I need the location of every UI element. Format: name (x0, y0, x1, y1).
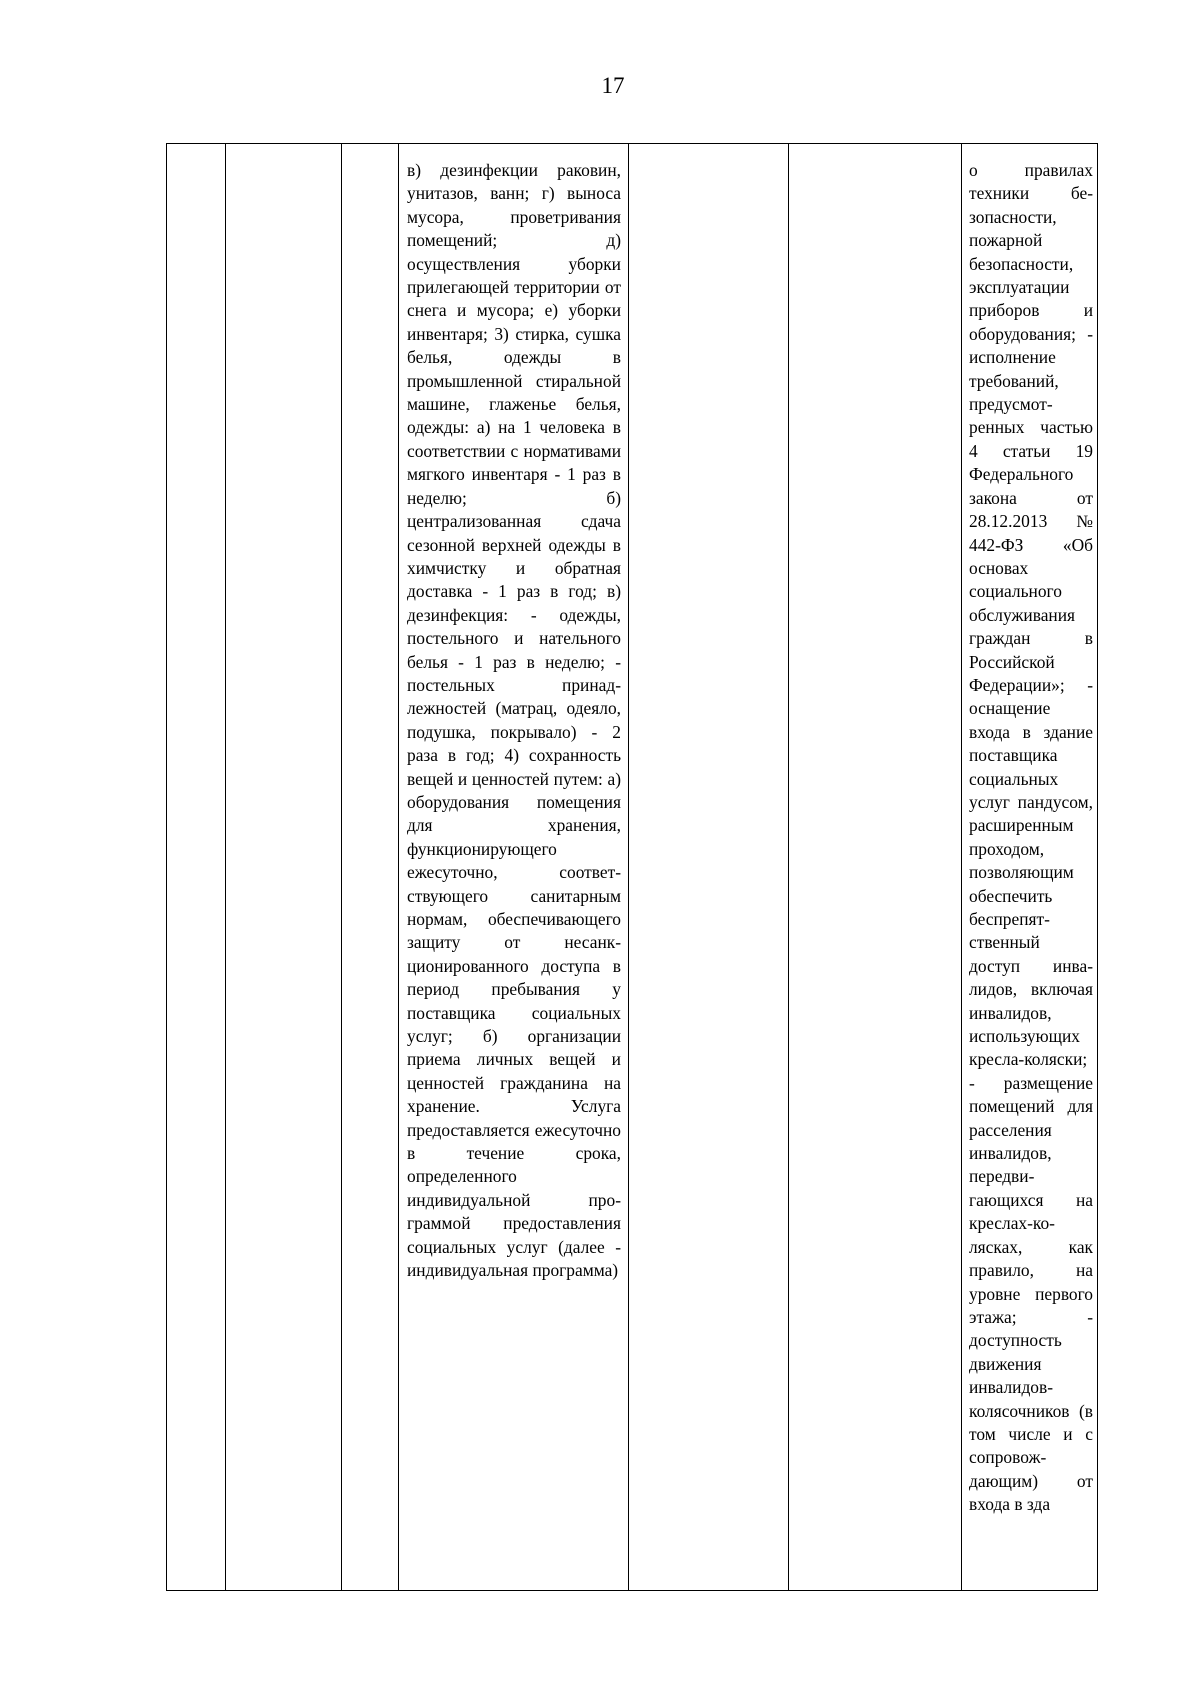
table-cell-code (342, 144, 399, 1591)
table-cell-conditions (962, 144, 1098, 1591)
table-row (167, 144, 1098, 1591)
table-cell-number (167, 144, 226, 1591)
table-cell-service-name (226, 144, 342, 1591)
page-number: 17 (601, 73, 625, 98)
table-cell-empty-2 (789, 144, 962, 1591)
service-description-text: в) дезинфекции раковин, унитазов, ванн; г) выноса мусора, проветривания помещений; д) осуществления уборки прилегающей территории от снега и мусора; е) уборки инвентаря; 3) стирка, сушка белья, одежды в промышленной стиральной машине, глаженье белья, одежды: а) на 1 человека в соответствии с нормативами мягкого инвентаря - 1 раз в неделю; б) централизованная сдача сезонной верхней одежды в химчистку и обратная доставка - 1 раз в год; в) дезинфекция: - одежды, постельного и нательного белья - 1 раз в неделю; - постельных принадлежностей (матрац, одеяло, подушка, покрывало) - 2 раза в год; 4) сохранность вещей и ценностей путем: а) оборудования помещения для хранения, функционирующего ежесуточно, соответствующего санитарным нормам, обеспечивающего защиту от несанкционированного доступа в период пребывания у поставщика социальных услуг; б) организации приема личных вещей и ценностей гражданина на хранение. Услуга предоставляется ежесуточно в течение срока, определенного индивидуальной программой предоставления социальных услуг (далее - индивидуальная программа) (407, 160, 621, 1281)
services-table (166, 143, 1098, 1591)
table-cell-service-description (399, 144, 629, 1591)
table-cell-empty-1 (629, 144, 789, 1591)
conditions-text: о правилах техники безопасности, пожарной безопасности, эксплуатации приборов и оборудования; - исполнение требований, предусмотренных частью 4 статьи 19 Федерального закона от 28.12.2013 № 442-ФЗ «Об основах социального обслуживания граждан в Российской Федерации»; - оснащение входа в здание поставщика социальных услуг пандусом, расширенным проходом, позволяющим обеспечить беспрепятственный доступ инвалидов, включая инвалидов, использующих кресла-коляски; - размещение помещений для расселения инвалидов, передвигающихся на креслах-колясках, как правило, на уровне первого этажа; - доступность движения инвалидовколясочников (в том числе и с сопровождающим) от входа в зда (969, 160, 1093, 1515)
